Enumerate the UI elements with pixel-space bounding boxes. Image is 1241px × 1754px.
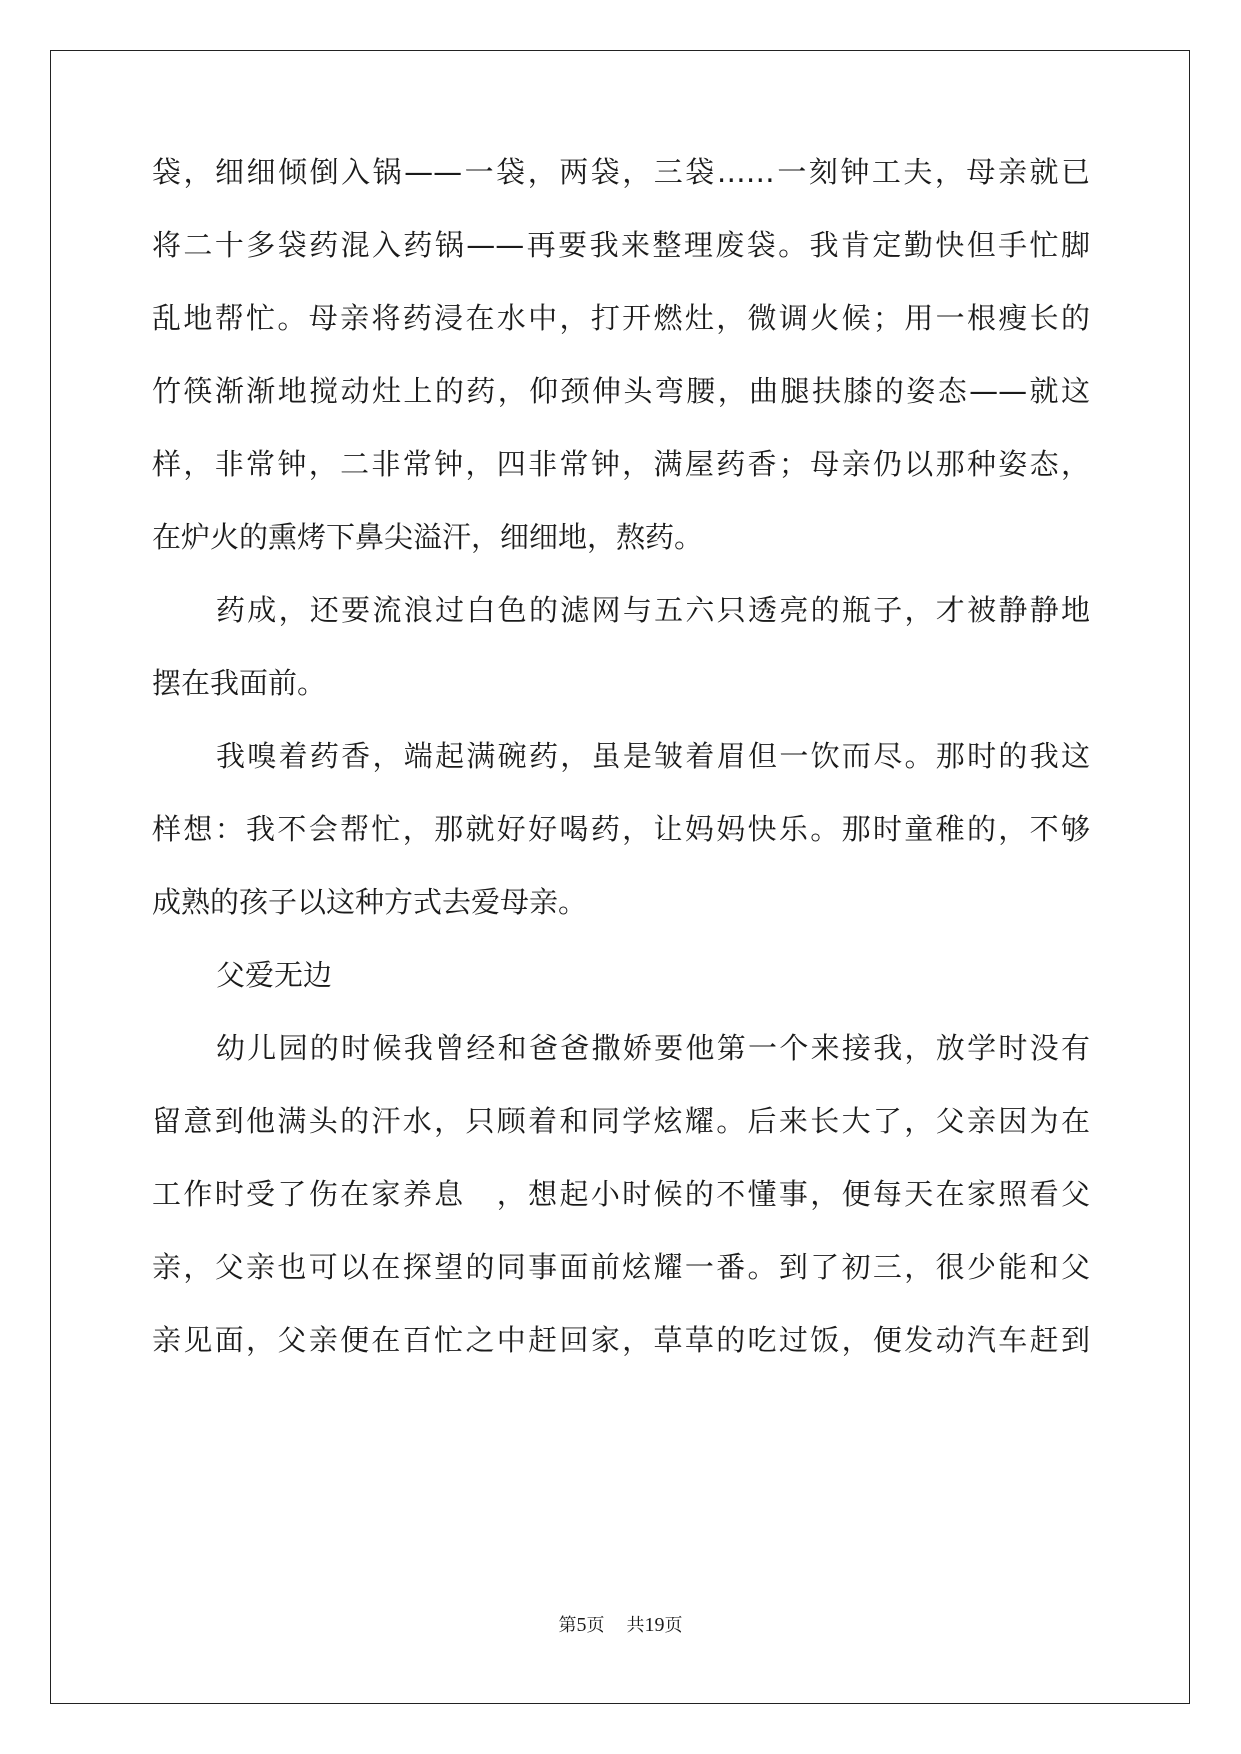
text-line: 样，非常钟，二非常钟，四非常钟，满屋药香；母亲仍以那种姿态， [152, 447, 1090, 481]
text-line: 亲，父亲也可以在探望的同事面前炫耀一番。到了初三，很少能和父 [152, 1250, 1090, 1284]
section-heading: 父爱无边 [216, 958, 333, 992]
text-line: 摆在我面前。 [152, 666, 327, 700]
page-number: 5 [576, 1614, 587, 1636]
page-label-suffix: 页 [586, 1615, 605, 1636]
total-label-suffix: 页 [664, 1615, 683, 1636]
paragraph-first-line: 我嗅着药香，端起满碗药，虽是皱着眉但一饮而尽。那时的我这 [216, 739, 1090, 773]
total-label-prefix: 共 [626, 1615, 645, 1636]
text-line: 留意到他满头的汗水，只顾着和同学炫耀。后来长大了，父亲因为在 [152, 1104, 1090, 1138]
total-pages: 19 [644, 1614, 665, 1636]
text-line: 袋，细细倾倒入锅——一袋，两袋，三袋……一刻钟工夫，母亲就已 [152, 155, 1090, 189]
text-line: 样想：我不会帮忙，那就好好喝药，让妈妈快乐。那时童稚的，不够 [152, 812, 1090, 846]
text-line: 将二十多袋药混入药锅——再要我来整理废袋。我肯定勤快但手忙脚 [152, 228, 1090, 262]
text-line: 成熟的孩子以这种方式去爱母亲。 [152, 885, 588, 919]
text-line: 乱地帮忙。母亲将药浸在水中，打开燃灶，微调火候；用一根瘦长的 [152, 301, 1090, 335]
page-footer [0, 1613, 1241, 1638]
text-line: 亲见面，父亲便在百忙之中赶回家，草草的吃过饭，便发动汽车赶到 [152, 1323, 1090, 1357]
text-line: 竹筷渐渐地搅动灶上的药，仰颈伸头弯腰，曲腿扶膝的姿态——就这 [152, 374, 1090, 408]
text-line: 在炉火的熏烤下鼻尖溢汗，细细地，熬药。 [152, 520, 704, 554]
page-label-prefix: 第 [558, 1615, 577, 1636]
paragraph-first-line: 幼儿园的时候我曾经和爸爸撒娇要他第一个来接我，放学时没有 [216, 1031, 1090, 1065]
paragraph-first-line: 药成，还要流浪过白色的滤网与五六只透亮的瓶子，才被静静地 [216, 593, 1090, 627]
text-line: 工作时受了伤在家养息 ，想起小时候的不懂事，便每天在家照看父 [152, 1177, 1090, 1211]
